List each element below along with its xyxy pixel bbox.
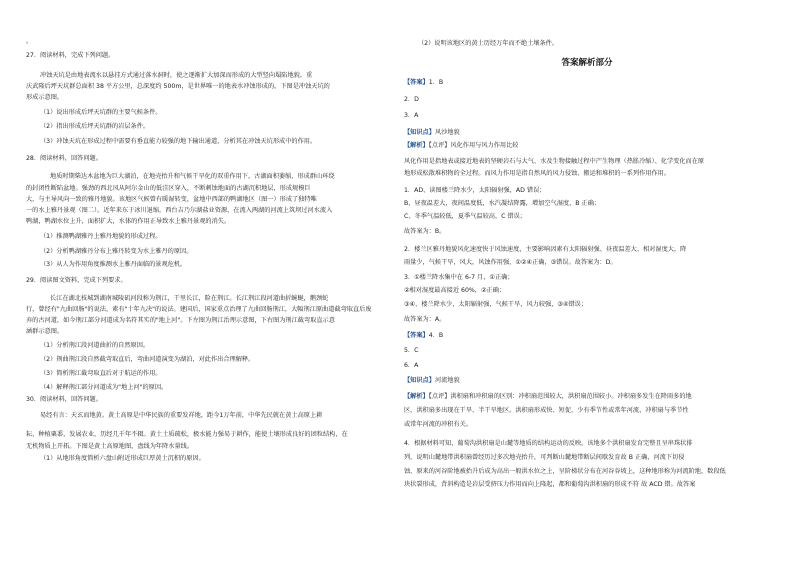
answer-line	[404, 421, 472, 430]
left-text-line: 易经有言：天玄而地黄。黄土高原是中华民族的重要发祥地，距今1万年前，中华先民就在黄土高原上耕	[40, 412, 323, 419]
left-text-line: 涵群示意图。	[26, 328, 64, 335]
answer-line	[404, 96, 419, 105]
answer-line	[404, 347, 418, 356]
answer-text: 6．A	[404, 362, 419, 369]
left-text-line: （1）从地形角度简析六盘山附近形成巨厚黄土沉积的原因。	[40, 455, 205, 462]
answer-line	[404, 274, 514, 283]
left-text-line: 27．阅读材料，完成下列问题。	[26, 52, 115, 59]
left-text-line: （2）分析鸭湖雅丹分布上雅丹转变为水上雅丹的原因。	[40, 248, 193, 255]
answer-line	[404, 332, 443, 341]
left-text-line: 一的水上雅丹景观（图二）。近年来东于冰川退缩，西台吉乃尔湖盐业资源，在流入两湖的河流上筑坝过河水流入	[26, 207, 333, 214]
answer-line	[404, 301, 587, 310]
left-text-line: （4）解释荆江部分河道成为"地上河"的原因。	[40, 384, 168, 391]
left-text-line: 地质时期柴达木盆地为巨大湖泊，在地壳抬升和气候干旱化的双重作用下，古湖面积萎缩，形成群山环绕	[50, 173, 335, 180]
left-text-line: 大，与主导风向一致的雅丹地貌。该地区气候曾有暖湿转变，盆地中西部的鸭湖地区（图一）形成了独特唯	[26, 196, 317, 203]
left-text-line: 长江在湖北枝城到湖南城陵矶河段称为荆江，干里长江，险在荆江。长江荆江段河道曲折蜿蜒，鹅颈蛇	[50, 295, 329, 302]
answer-line	[404, 246, 686, 255]
answer-text: 或常年河流的冲积有关。	[404, 421, 473, 428]
left-text-line: （1）推测鸭湖雅丹上雅丹地貌的形成过程。	[40, 233, 162, 240]
answer-text: 1．B	[428, 79, 444, 86]
answer-line	[404, 213, 526, 222]
answer-line	[404, 377, 460, 386]
answer-text: 3．A	[404, 112, 419, 119]
answer-text: 列，说明山麓地带洪积扇曾经历过多次地壳抬升，可判断山麓地带断层间歇发育故 B 正确，河流下切侵	[404, 454, 685, 461]
answer-text: 雨量少，气候干旱，风大，风蚀作用强，①②④正确，③错误。故答案为：D。	[404, 259, 617, 266]
left-text-line: 鸭湖，鸭湖水位上升，面积扩大，水体的作用正导致水上雅丹景观的消失。	[26, 218, 231, 225]
answer-text: ②相对湿度最高接近 60%，②正确；	[404, 287, 506, 294]
answer-line	[404, 129, 460, 138]
left-text-line: （3）从人为作用角度推测水上雅丹面临的景观危机。	[40, 261, 187, 268]
answer-text: 故答案为：A。	[404, 316, 446, 323]
answer-line	[404, 170, 670, 179]
left-text-line: （3）简析荆江截弯取直后对于航运的作用。	[40, 370, 162, 377]
answer-line	[404, 316, 445, 325]
answer-line	[404, 362, 418, 371]
answer-text: 1．AD、读图楼兰降水少，太阳辐射强，AD 错误；	[404, 187, 546, 194]
answer-text: 4．B	[428, 332, 444, 339]
answer-line	[404, 200, 600, 209]
left-text-line: （3）冲蚀天坑在形成过程中需要有垂直能力较强的地下输出通道，分析其在冲蚀天坑形成中的作用。	[40, 138, 317, 145]
page-mark: 。	[26, 38, 33, 45]
answer-text: 地形成松散堆积物的全过程。而风力作用是指自然风的风力侵蚀、搬运和堆积的一系列作用作用。	[404, 170, 671, 177]
answer-text: B、昼夜温差大，夜间温度低，水汽凝结降露，增加空气湿度，B 正确；	[404, 200, 601, 207]
left-text-line: 弃的古河道，如今荆江部分河道成为名符其实的"地上河"。下左图为荆江治理示意图，下右图为荆江截弯取直示意	[26, 317, 335, 324]
answer-line	[404, 407, 689, 416]
left-text-line: 耘，种植粟黍，发展农业，历经几千年不辍。黄土土质疏松，极水能力强易于耕作，能使土壤形成良好的团粒结构，在	[26, 431, 348, 438]
left-text-line: 行，曾经有"九曲回肠"的说法，素有"十年九决"的说法。建国后，国家重点治理了九曲回肠荆江，大幅荆江原曲道截弯取直后废	[26, 306, 372, 313]
answer-tag: 【答案】	[404, 332, 429, 339]
answer-line	[404, 142, 518, 151]
answer-line	[404, 481, 695, 490]
answer-text: 4．根据材料可知，葡萄沟洪积扇是山麓等地质的结构运动的反映。该地多个洪积扇发育完整且呈串珠状排	[404, 440, 693, 447]
answer-text: 风沙地貌	[434, 129, 460, 136]
answer-line	[404, 259, 617, 268]
left-text-line: 冲蚀天坑是由地表流水以悬挂方式通过落水洞时，使之逐渐扩大加深而形成的大型竖向塌陷地貌。重	[40, 72, 313, 79]
answer-text: 2．D	[404, 96, 419, 103]
answer-tag: 【解析】	[404, 393, 429, 400]
answer-text: 【点评】风化作用与风力作用比较	[428, 142, 519, 149]
answer-tag: 【知识点】	[404, 129, 435, 136]
left-text-line: （2）荆曲荆江段自然截弯取直后，弯曲河道演变为湖泊，对此作出合理解释。	[40, 356, 255, 363]
answer-text: 块状裂形成，背斜构造是岩层受挤压力作用而向上隆起，都和葡萄沟洪积扇的形成不符 故 ACD 错。故答案	[404, 481, 696, 488]
answer-line	[404, 112, 418, 121]
answer-text: 河流地貌	[434, 377, 460, 384]
answer-line	[404, 158, 704, 167]
answer-line	[404, 454, 684, 463]
left-text-line: 的封闭性断陷盆地。强劲的西北风从阿尔金山的低洼区穿入，不断刺蚀地面的古湖沉积地层，形成规模巨	[26, 185, 311, 192]
answer-line	[404, 468, 726, 477]
left-text-line: （1）分析荆江段河道曲折的自然原因。	[40, 342, 150, 349]
left-text-line: （1）说出形成后坪天坑群的主要气候条件。	[40, 109, 162, 116]
answer-text: 5．C	[404, 347, 419, 354]
answer-text: ③④、楼兰降水少，太阳辐射强，气候干旱，风力较强，③④错误；	[404, 301, 588, 308]
left-text-line: 庆武隆后坪天坑群总面积 38 平方公里，总深度约 500m，是世界唯一的地表水冲蚀形成的。下图是冲蚀天坑的	[26, 83, 330, 90]
answer-line	[404, 187, 545, 196]
answer-text: 【点评】洪积扇和冲积扇的区别：冲积扇范围较大，洪积扇范围较小。冲积扇多发生在降雨多的地	[428, 393, 692, 400]
answer-text: 风化作用是指地表或接近地表的坚硬岩石与大气、水及生物接触过程中产生物理（热胀冷缩）、化学变化而在原	[404, 158, 705, 165]
left-text-line: （2）指出形成后坪天坑群的岩层条件。	[40, 123, 150, 130]
answer-text: 3．①楼兰降水集中在 6-7 月，①正确；	[404, 274, 514, 281]
right-text-line: （2）说明该地区的黄土历经万年而不绝土壤条件。	[418, 40, 559, 47]
answer-line	[404, 79, 443, 88]
answer-text: 区，洪积扇多出现在干旱、半干旱地区。洪积扇形成快、短促，少有季节性或常年河流，冲积扇与季节性	[404, 407, 689, 414]
answer-tag: 【知识点】	[404, 377, 435, 384]
left-text-line: 29．阅读图文资料，完成下列要求。	[26, 277, 127, 284]
answer-text: C、冬季气温较低，夏季气温较高，C 错误；	[404, 213, 526, 220]
answer-text: 蚀，原来的河谷阶地被抬升后成为高出一般洪水位之上，呈阶梯状分布在河谷谷坡上，这种地形称为河流阶地，数段低	[404, 468, 726, 475]
answer-line	[404, 228, 445, 237]
answer-text: 故答案为：B。	[404, 228, 446, 235]
left-text-line: 28．阅读材料，回答问题。	[26, 155, 102, 162]
answer-text: 2．楼兰区雅丹地貌风化速度快于风蚀速度，主要影响因素有太阳辐射强、昼夜温差大、相对湿度大，降	[404, 246, 687, 253]
left-text-line: 30．阅读材料，回答问题。	[26, 396, 102, 403]
answer-tag: 【答案】	[404, 79, 429, 86]
answer-tag: 【解析】	[404, 142, 429, 149]
section-title: 答案解析部分	[561, 58, 613, 68]
answer-line	[404, 393, 692, 402]
left-text-line: 形成示意图。	[26, 94, 64, 101]
left-text-line: 无机物质上开拓。下图是黄土高原地图，盘线为年降水量线。	[26, 443, 194, 450]
answer-line	[404, 287, 505, 296]
answer-line	[404, 440, 693, 449]
